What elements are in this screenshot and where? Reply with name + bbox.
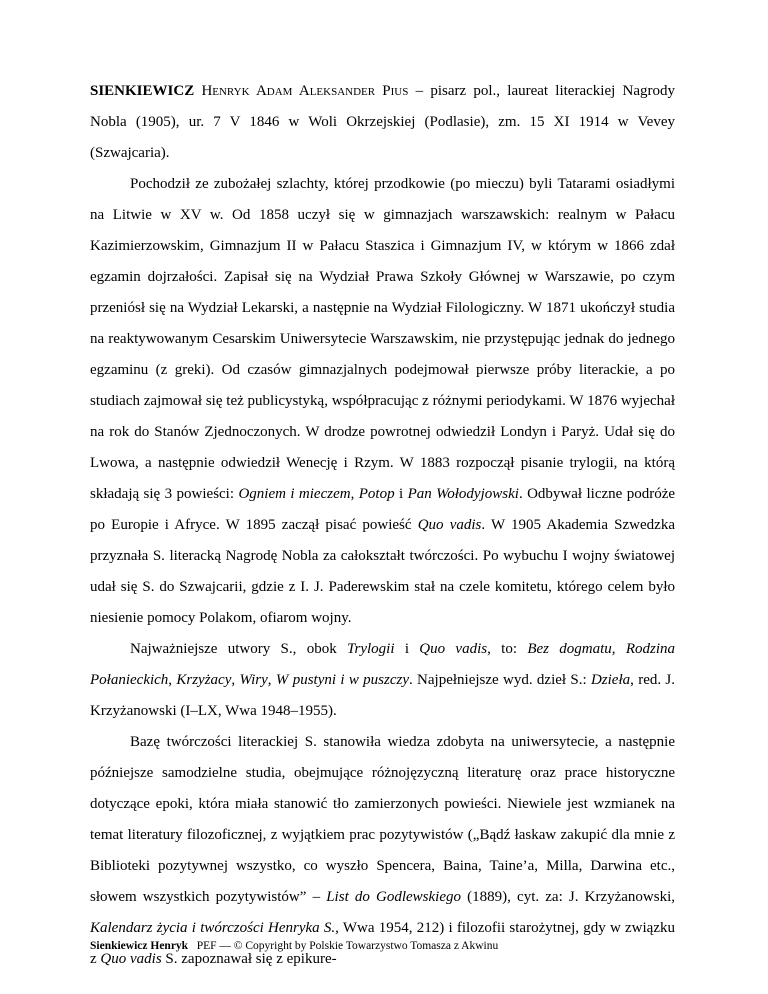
work-title: Potop	[358, 486, 395, 502]
paragraph-influences	[90, 727, 675, 975]
works-text: ,	[231, 672, 240, 688]
bio-text: . Odbywał liczne podróże po Europie i Afryce. W 1895 zaczął pisać powieść	[90, 486, 676, 533]
work-title: Wiry	[239, 672, 268, 688]
works-text: i	[394, 641, 420, 657]
works-text: , red. J. Krzyżanowski (I–LX, Wwa 1948–1955).	[90, 672, 676, 719]
works-text: ,	[168, 672, 177, 688]
work-title: Krzyżacy	[176, 672, 232, 688]
bio-text: Pochodził ze zubożałej szlachty, której przodkowie (po mieczu) byli Tatarami osiadłymi na Litwie w XV w. Od 1858 uczył się w gimnazjach warszawskich: realnym w Pałacu Kazimierzowskim, Gimnazjum II w Pałacu Staszica i Gimnazjum IV, w którym w 1866 zdał egzamin dojrzałości. Zapisał się na Wydział Prawa Szkoły Głównej w Warszawie, po czym przeniósł się na Wydział Lekarski, a następnie na Wydział Filologiczny. W 1871 ukończył studia na reaktywowanym Cesarskim Uniwersytecie Warszawskim, nie przystępując jednak do jednego egzaminu (z greki). Od czasów gimnazjalnych podejmował pierwsze próby literackie, a po studiach zajmował się też publicystyką, współpracując z różnymi periodykami. W 1876 wyjechał na rok do Stanów Zjednoczonych. W drodze powrotnej odwiedził Londyn i Paryż. Udał się do Lwowa, a następnie odwiedził Wenecję i Rzym. W 1883 rozpoczął pisanie trylogii, na którą składają się 3 powieści:	[90, 176, 675, 502]
bio-text: ,	[350, 486, 359, 502]
footer-entry-name: Sienkiewicz Henryk	[90, 940, 189, 952]
works-text: , to:	[487, 641, 528, 657]
work-title: Ogniem i mieczem	[238, 486, 351, 502]
influences-text: S. zapoznawał się z epikure-	[161, 951, 337, 967]
entry-full-names: Henryk Adam Aleksander Pius	[201, 83, 409, 99]
work-title: Pan Wołodyjowski	[407, 486, 519, 502]
works-text: ,	[611, 641, 626, 657]
paragraph-biography	[90, 169, 675, 634]
work-title: Bez dogmatu	[527, 641, 612, 657]
entry-headword: SIENKIEWICZ	[90, 83, 195, 99]
influences-text: Bazę twórczości literackiej S. stanowiła wiedza zdobyta na uniwersytecie, a następnie późniejsze samodzielne studia, obejmujące różnojęzyczną literaturę oraz prace historyczne dotyczące epoki, która miała stanowić tło zamierzonych powieści. Niewiele jest wzmianek na temat literatury filozoficznej, z wyjątkiem prac pozytywistów („Bądź łaskaw zakupić dla mnie z Biblioteki pozytywnej wszystko, co wyszło Spencera, Baina, Taine’a, Milla, Darwina etc., słowem wszystkich pozytywistów” –	[90, 734, 675, 905]
work-title: Quo vadis	[417, 517, 482, 533]
works-text: . Najpełniejsze wyd. dzieł S.:	[408, 672, 591, 688]
work-title: Rodzina Połanieckich	[90, 641, 676, 688]
work-title: Quo vadis	[419, 641, 488, 657]
work-title: Dzieła	[590, 672, 631, 688]
work-title: W pustyni i w puszczy	[275, 672, 409, 688]
works-text: Najważniejsze utwory S., obok	[130, 641, 347, 657]
work-title: List do Godlewskiego	[326, 889, 462, 905]
intro-text: – pisarz pol., laureat literackiej Nagrody Nobla (1905), ur. 7 V 1846 w Woli Okrzejskiej (Podlasie), zm. 15 XI 1914 w Vevey (Szwajcaria).	[90, 83, 675, 161]
footer-copyright: PEF — © Copyright by Polskie Towarzystwo Tomasza z Akwinu	[196, 940, 499, 952]
work-title: Trylogii	[347, 641, 395, 657]
work-title: Quo vadis	[100, 951, 162, 967]
entry-text	[90, 76, 675, 975]
paragraph-works	[90, 634, 675, 727]
work-title: Kalendarz życia i twórczości Henryka S.	[90, 920, 336, 936]
works-text: ,	[267, 672, 276, 688]
influences-text: , Wwa 1954, 212) i filozofii starożytnej, gdy w związku z	[90, 920, 675, 967]
influences-text: (1889), cyt. za: J. Krzyżanowski,	[461, 889, 676, 905]
paragraph-intro	[90, 76, 675, 169]
page-footer	[90, 940, 690, 952]
bio-text: i	[394, 486, 408, 502]
bio-text: . W 1905 Akademia Szwedzka przyznała S. literacką Nagrodę Nobla za całokształt twórczości. Po wybuchu I wojny światowej udał się S. do Szwajcarii, gdzie z I. J. Paderewskim stał na czele komitetu, którego celem było niesienie pomocy Polakom, ofiarom wojny.	[90, 517, 675, 626]
